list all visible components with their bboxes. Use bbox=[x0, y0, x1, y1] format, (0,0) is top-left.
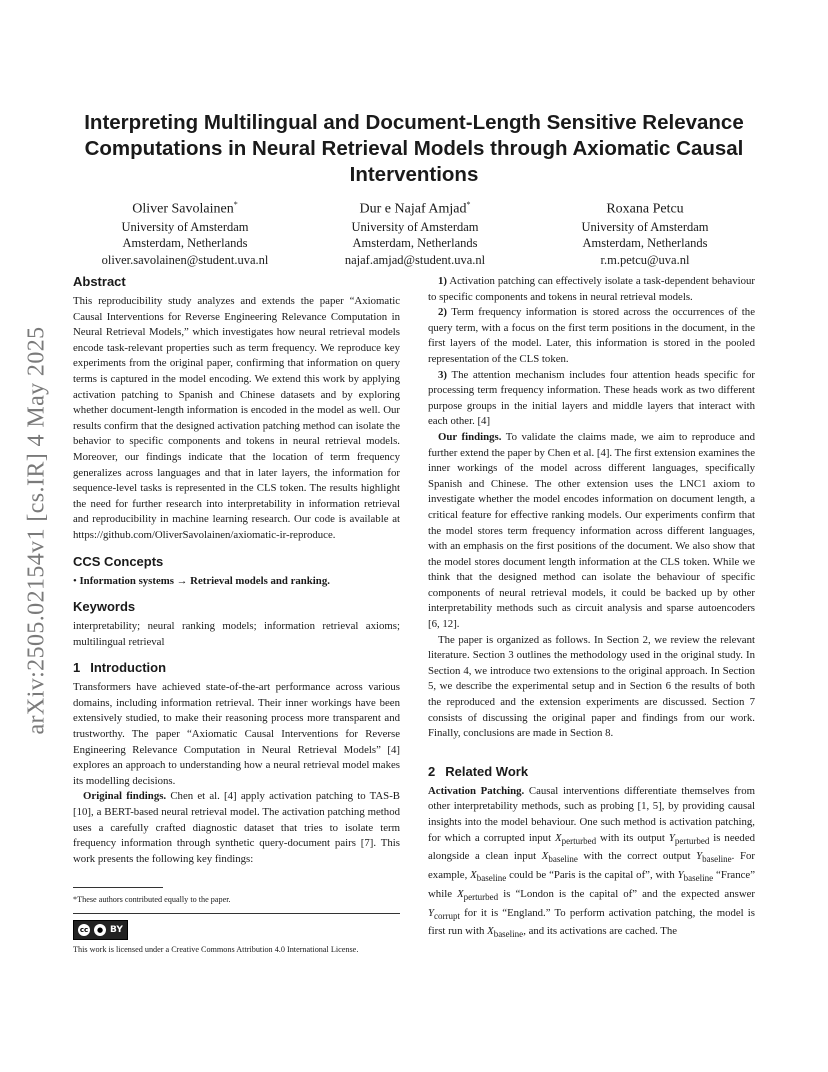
paragraph-lead: Our findings. bbox=[438, 430, 502, 443]
section-title: Introduction bbox=[90, 660, 167, 676]
author-email[interactable]: r.m.petcu@uva.nl bbox=[600, 252, 690, 267]
activation-patching-paragraph: Activation Patching. Causal interventions differentiate themselves from other interpretability methods, such as probing [1, 5], by providing causal insights into the model behaviour. One such method is activation patching, for which a corrupted input $X_{perturbed}$ with its output $Y_{perturbed}$ is needed alongside a clean input $X_{baseline}$ with the correct output $Y_{baseline}$. For example, $X_{baseline}$ could be “Paris is the capital of”, with $Y_{baseline}$ “France” while $X_{perturbed}$ is “London is the capital of” and the expected answer $Y_{corrupt}$ for it is “England.” To perform activation patching, the model is first run with $X_{baseline}$, and its activations are cached. The bbox=[428, 784, 756, 940]
author-location: Amsterdam, Netherlands bbox=[122, 236, 248, 251]
cc-badge-label: BY bbox=[110, 924, 123, 935]
finding-text: Term frequency information is stored across the occurrences of the query term, with a focus on the first term positions in the document, in the first layers of the model. Later, this information is stored in the pooled representation of the CLS token. bbox=[428, 306, 755, 365]
arxiv-identifier-stamp bbox=[20, 300, 54, 760]
section-number: 2 bbox=[428, 763, 436, 779]
introduction-heading bbox=[73, 660, 400, 676]
license-divider bbox=[73, 913, 400, 914]
author-3 bbox=[530, 196, 760, 268]
related-work-heading bbox=[428, 764, 755, 780]
footnote: *These authors contributed equally to the paper. bbox=[73, 895, 231, 905]
abstract-heading: Abstract bbox=[73, 274, 126, 289]
attribution-person-icon: ● bbox=[94, 924, 106, 936]
paper-title: Interpreting Multilingual and Document-Length Sensitive Relevance Computations in Neural Retrieval Models through Axiomatic Causal Interventions bbox=[84, 111, 744, 186]
author-name: Dur e Najaf Amjad bbox=[359, 201, 467, 217]
finding-2 bbox=[428, 305, 755, 367]
keywords-heading: Keywords bbox=[73, 599, 136, 615]
left-column bbox=[73, 274, 400, 955]
ccs-bullet: • bbox=[73, 574, 80, 587]
author-1 bbox=[70, 196, 300, 268]
author-affiliation: University of Amsterdam bbox=[581, 219, 709, 234]
paragraph-body: Chen et al. [4] apply activation patching to TAS-B [10], a BERT-based neural retrieval model. The activation patching method uses a carefully crafted diagnostic dataset that tries to isolate term frequency information through synthetic query-document pairs [7]. This work presents the following key findings: bbox=[73, 790, 400, 865]
finding-number: 2) bbox=[438, 306, 447, 319]
author-location: Amsterdam, Netherlands bbox=[352, 236, 478, 251]
finding-text: Activation patching can effectively isolate a task-dependent behaviour to specific components and tokens in neural retrieval models. bbox=[428, 275, 755, 303]
cc-icon: cc bbox=[79, 926, 89, 935]
author-2 bbox=[300, 196, 530, 268]
license-notice: This work is licensed under a Creative Commons Attribution 4.0 International License. bbox=[73, 945, 359, 955]
finding-number: 1) bbox=[438, 275, 447, 287]
author-block bbox=[70, 196, 760, 268]
author-location: Amsterdam, Netherlands bbox=[582, 236, 708, 251]
finding-text: The attention mechanism includes four attention heads specific for processing term frequency information. These heads work as two different purpose groups in the initial layers and middle layers that interact with each other. [4] bbox=[428, 368, 755, 428]
paragraph-lead: Activation Patching. bbox=[428, 784, 525, 797]
ccs-heading: CCS Concepts bbox=[73, 553, 164, 569]
abstract-text: This reproducibility study analyzes and extends the paper “Axiomatic Causal Interventions for Reverse Engineering Relevance Computation in Neural Retrieval Models,” which investigates how neural retrieval models encode task-relevant properties such as term frequency. We reproduce key experiments from the original paper, confirming that information on query terms is captured in the model encoding. We extend this work by applying activation patching to Spanish and Chinese datasets and by exploring whether document-length information is encoded in the model as well. Our results confirm that the designed activation patching method can isolate the behavior to specific components and tokens in neural retrieval models. Moreover, our findings indicate that the location of term frequency generalizes across languages and that in later layers, the information for sequence-level tasks is represented in the CLS token. The results highlight the need for further research into interpretability in information retrieval and reproducibility in machine learning research. Our code is available at https://github.com/OliverSavolainen/axiomatic-ir-reproduce. bbox=[73, 295, 400, 541]
our-findings-paragraph bbox=[428, 430, 755, 633]
author-email[interactable]: najaf.amjad@student.uva.nl bbox=[344, 252, 486, 267]
section-title: Related Work bbox=[445, 763, 529, 779]
organization-paragraph: The paper is organized as follows. In Section 2, we review the relevant literature. Section 3 outlines the methodology used in the original study. In Section 4, we introduce two extensions to the original approach. In Section 5, we describe the experimental setup and in Section 6 the results of both the reproduced and the extension experiments are discussed. Section 7 consists of discussing the original paper and findings from our work. Finally, conclusions are made in Section 8. bbox=[428, 633, 755, 740]
author-affiliation: University of Amsterdam bbox=[121, 219, 249, 234]
section-number: 1 bbox=[73, 660, 81, 676]
finding-1 bbox=[428, 274, 755, 305]
footnote-divider bbox=[73, 887, 163, 888]
author-name: Oliver Savolainen bbox=[132, 201, 234, 217]
keywords-text: interpretability; neural ranking models; information retrieval axioms; multilingual retrieval bbox=[73, 620, 400, 648]
introduction-paragraph-2 bbox=[73, 789, 400, 867]
ccs-text bbox=[73, 574, 400, 590]
finding-3 bbox=[428, 368, 755, 430]
equal-contribution-mark: * bbox=[466, 200, 471, 209]
finding-number: 3) bbox=[438, 368, 447, 381]
paragraph-lead: Original findings. bbox=[83, 790, 167, 803]
paragraph-body: To validate the claims made, we aim to reproduce and further extend the paper by Chen et al. [4]. The first extension examines the inner workings of the model across different languages, specifically Spanish and Chinese. The other extension uses the LNC1 axiom to investigate whether the model encodes information on document length, a critical feature for effective ranking models. Our experiments confirm that the model stores term frequency information across different languages, with an emphasis on the first positions of the document. We also show that the model stores document length information at the CLS token. While we think that the designed method can isolate the behaviour of specific components of neural retrieval models, it could be backed up by other interpretability methods such as circuit analysis and sparse autoencoders [6, 12]. bbox=[428, 430, 756, 631]
right-column bbox=[428, 274, 755, 943]
ccs-concept: Information systems → Retrieval models and ranking. bbox=[79, 574, 330, 587]
author-name: Roxana Petcu bbox=[606, 201, 684, 217]
author-affiliation: University of Amsterdam bbox=[351, 219, 479, 234]
arxiv-identifier-text: arXiv:2505.02154v1 [cs.IR] 4 May 2025 bbox=[23, 325, 50, 735]
author-email[interactable]: oliver.savolainen@student.uva.nl bbox=[101, 252, 269, 267]
introduction-paragraph-1: Transformers have achieved state-of-the-art performance across various domains, including information retrieval. Their inner workings have been extensively studied, to make their reasoning process more transparent and trustworthy. The paper “Axiomatic Causal Interventions for Reverse Engineering Relevance Computation in Neural Retrieval Models” [4] explores an approach to understanding how a neural retrieval model makes its modelling decisions. bbox=[73, 681, 400, 787]
creative-commons-badge[interactable] bbox=[73, 920, 128, 940]
equal-contribution-mark: * bbox=[233, 200, 238, 209]
